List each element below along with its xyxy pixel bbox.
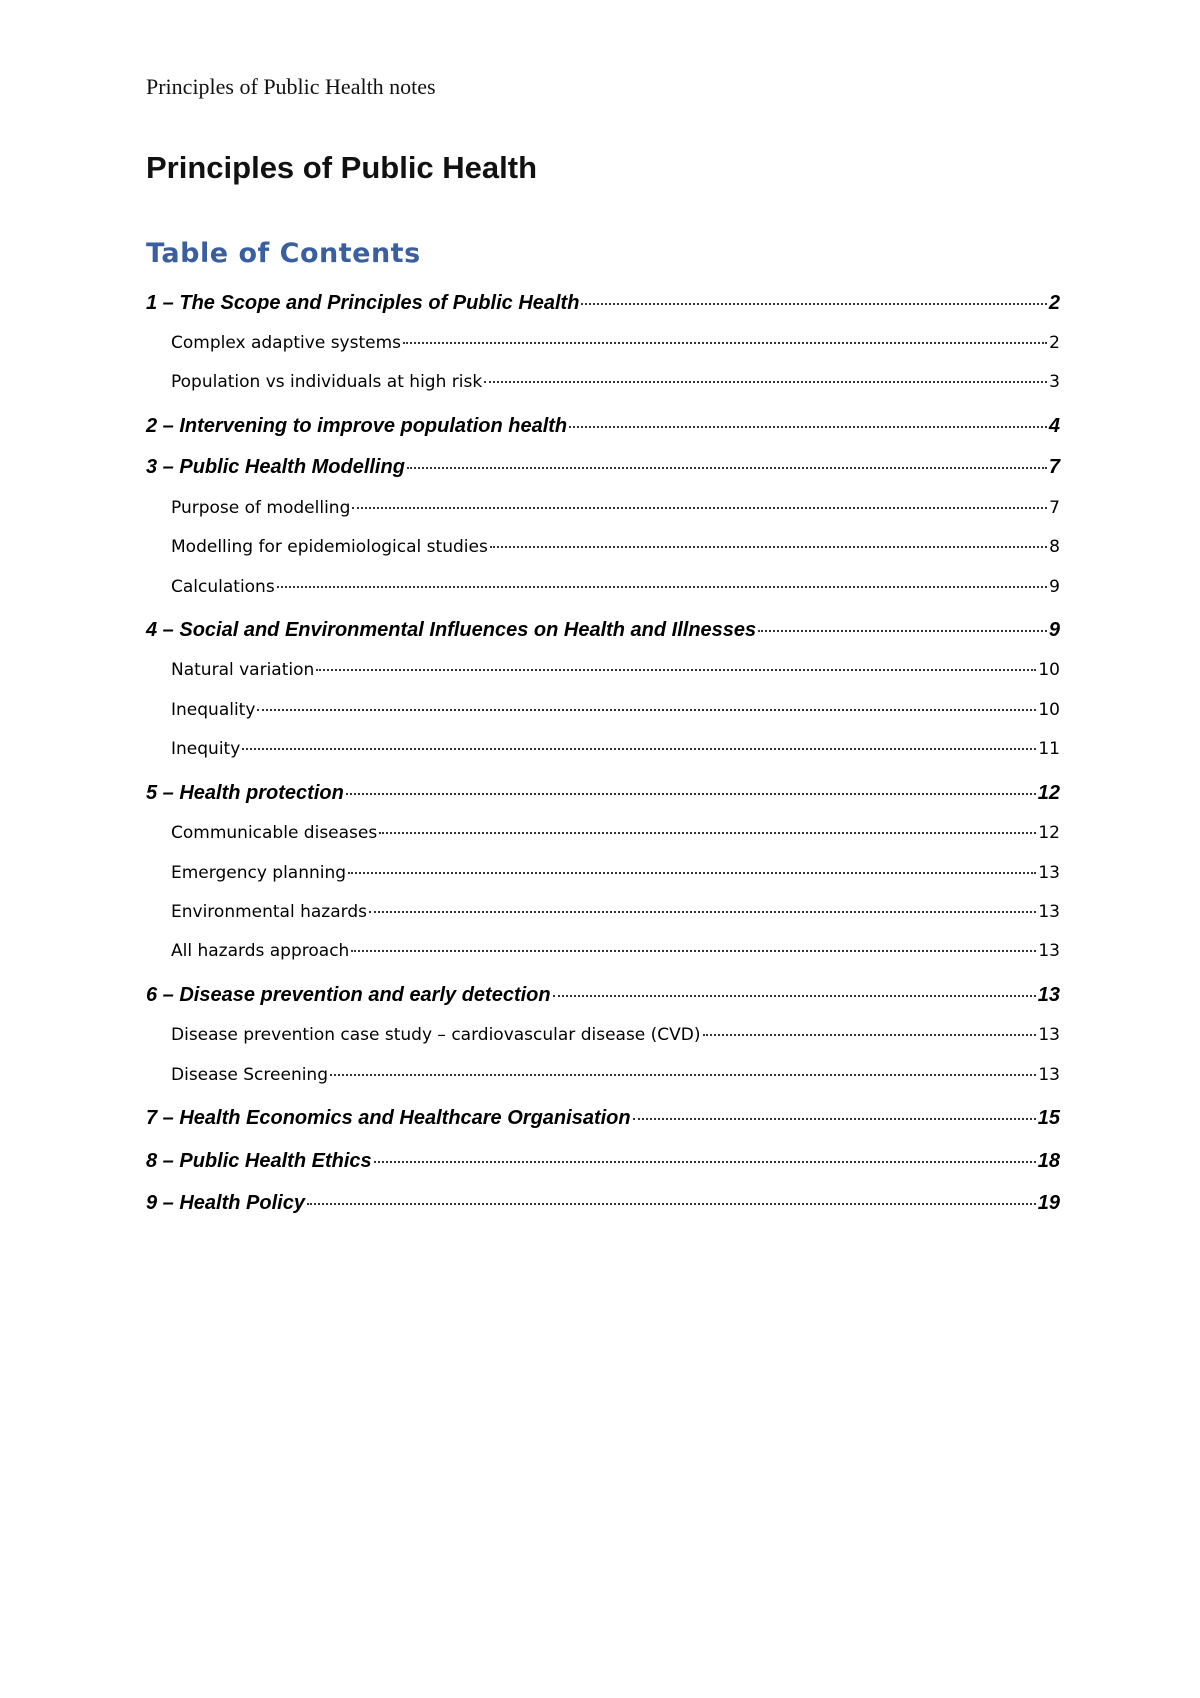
toc-page-number: 9 (1048, 619, 1060, 641)
toc-dot-leader (346, 793, 1036, 795)
toc-entry-title: 1 – The Scope and Principles of Public Health (146, 292, 580, 314)
toc-page-number: 11 (1038, 739, 1060, 759)
toc-entry-section[interactable] (146, 984, 1060, 1007)
toc-entry-section[interactable] (146, 1150, 1060, 1173)
toc-entry-subsection[interactable] (171, 823, 1060, 843)
toc-entry-section[interactable] (146, 1192, 1060, 1215)
toc-entry-title: 7 – Health Economics and Healthcare Organisation (146, 1107, 631, 1129)
toc-entry-subsection[interactable] (171, 577, 1060, 597)
toc-entry-title: Calculations (171, 577, 275, 597)
toc-entry-subsection[interactable] (171, 537, 1060, 557)
toc-entry-title: All hazards approach (171, 941, 350, 961)
toc-entry-subsection[interactable] (171, 660, 1060, 680)
toc-entry-title: Emergency planning (171, 863, 347, 883)
toc-page-number: 4 (1048, 415, 1060, 437)
toc-dot-leader (553, 995, 1036, 997)
toc-entry-section[interactable] (146, 292, 1060, 315)
toc-entry-title: 3 – Public Health Modelling (146, 456, 405, 478)
toc-dot-leader (633, 1118, 1036, 1120)
toc-dot-leader (581, 303, 1046, 305)
toc-entry-title: Population vs individuals at high risk (171, 372, 483, 392)
toc-page-number: 9 (1049, 577, 1060, 597)
toc-entry-subsection[interactable] (171, 333, 1060, 353)
toc-entry-title: 5 – Health protection (146, 782, 344, 804)
toc-entry-title: 6 – Disease prevention and early detection (146, 984, 551, 1006)
toc-entry-title: Purpose of modelling (171, 498, 351, 518)
toc-entry-title: Communicable diseases (171, 823, 378, 843)
toc-dot-leader (369, 911, 1036, 913)
toc-entry-title: 9 – Health Policy (146, 1192, 305, 1214)
toc-entry-subsection[interactable] (171, 863, 1060, 883)
toc-page-number: 12 (1037, 782, 1060, 804)
toc-dot-leader (379, 832, 1036, 834)
toc-page-number: 13 (1038, 902, 1060, 922)
toc-dot-leader (403, 342, 1047, 344)
toc-dot-leader (316, 669, 1036, 671)
toc-dot-leader (490, 546, 1047, 548)
toc-dot-leader (352, 507, 1047, 509)
toc-page-number: 15 (1037, 1107, 1060, 1129)
toc-entry-title: Disease Screening (171, 1065, 329, 1085)
toc-page-number: 13 (1038, 941, 1060, 961)
toc-entry-title: Natural variation (171, 660, 315, 680)
toc-page-number: 10 (1038, 660, 1060, 680)
toc-page-number: 3 (1049, 372, 1060, 392)
toc-dot-leader (257, 709, 1036, 711)
toc-dot-leader (307, 1203, 1036, 1205)
toc-page-number: 2 (1049, 333, 1060, 353)
toc-page-number: 8 (1049, 537, 1060, 557)
toc-page-number: 7 (1049, 498, 1060, 518)
toc-entry-title: Environmental hazards (171, 902, 367, 922)
toc-heading: Table of Contents (146, 238, 421, 269)
toc-dot-leader (758, 630, 1047, 632)
toc-page-number: 19 (1037, 1192, 1060, 1214)
toc-page-number: 13 (1038, 1065, 1060, 1085)
toc-dot-leader (277, 586, 1047, 588)
toc-page-number: 18 (1037, 1150, 1060, 1172)
toc-entry-subsection[interactable] (171, 1025, 1060, 1045)
toc-dot-leader (484, 381, 1047, 383)
running-header: Principles of Public Health notes (146, 74, 436, 99)
toc-page-number: 7 (1048, 456, 1060, 478)
toc-entry-section[interactable] (146, 782, 1060, 805)
toc-page-number: 13 (1037, 984, 1060, 1006)
toc-entry-title: Inequity (171, 739, 241, 759)
toc-entry-subsection[interactable] (171, 902, 1060, 922)
toc-dot-leader (407, 467, 1047, 469)
toc-dot-leader (374, 1161, 1036, 1163)
toc-entry-title: 4 – Social and Environmental Influences on Health and Illnesses (146, 619, 757, 641)
toc-entry-subsection[interactable] (171, 739, 1060, 759)
toc-entry-subsection[interactable] (171, 372, 1060, 392)
toc-dot-leader (703, 1034, 1037, 1036)
toc-dot-leader (330, 1074, 1036, 1076)
toc-entry-title: Inequality (171, 700, 256, 720)
toc-page-number: 2 (1048, 292, 1060, 314)
toc-entry-title: 8 – Public Health Ethics (146, 1150, 372, 1172)
toc-entry-subsection[interactable] (171, 700, 1060, 720)
document-title: Principles of Public Health (146, 150, 538, 185)
toc-entry-section[interactable] (146, 1107, 1060, 1130)
toc-entry-subsection[interactable] (171, 1065, 1060, 1085)
toc-page-number: 13 (1038, 863, 1060, 883)
toc-dot-leader (569, 426, 1047, 428)
toc-entry-section[interactable] (146, 619, 1060, 642)
toc-dot-leader (351, 950, 1036, 952)
toc-entry-title: Modelling for epidemiological studies (171, 537, 488, 557)
toc-entry-title: Disease prevention case study – cardiovascular disease (CVD) (171, 1025, 701, 1045)
toc-dot-leader (348, 872, 1036, 874)
toc-dot-leader (242, 748, 1036, 750)
toc-entry-title: 2 – Intervening to improve population health (146, 415, 568, 437)
toc-entry-section[interactable] (146, 415, 1060, 438)
toc-page-number: 13 (1038, 1025, 1060, 1045)
toc-page-number: 10 (1038, 700, 1060, 720)
toc-page-number: 12 (1038, 823, 1060, 843)
toc-entry-title: Complex adaptive systems (171, 333, 402, 353)
toc-entry-subsection[interactable] (171, 941, 1060, 961)
toc-entry-section[interactable] (146, 456, 1060, 479)
toc-entry-subsection[interactable] (171, 498, 1060, 518)
